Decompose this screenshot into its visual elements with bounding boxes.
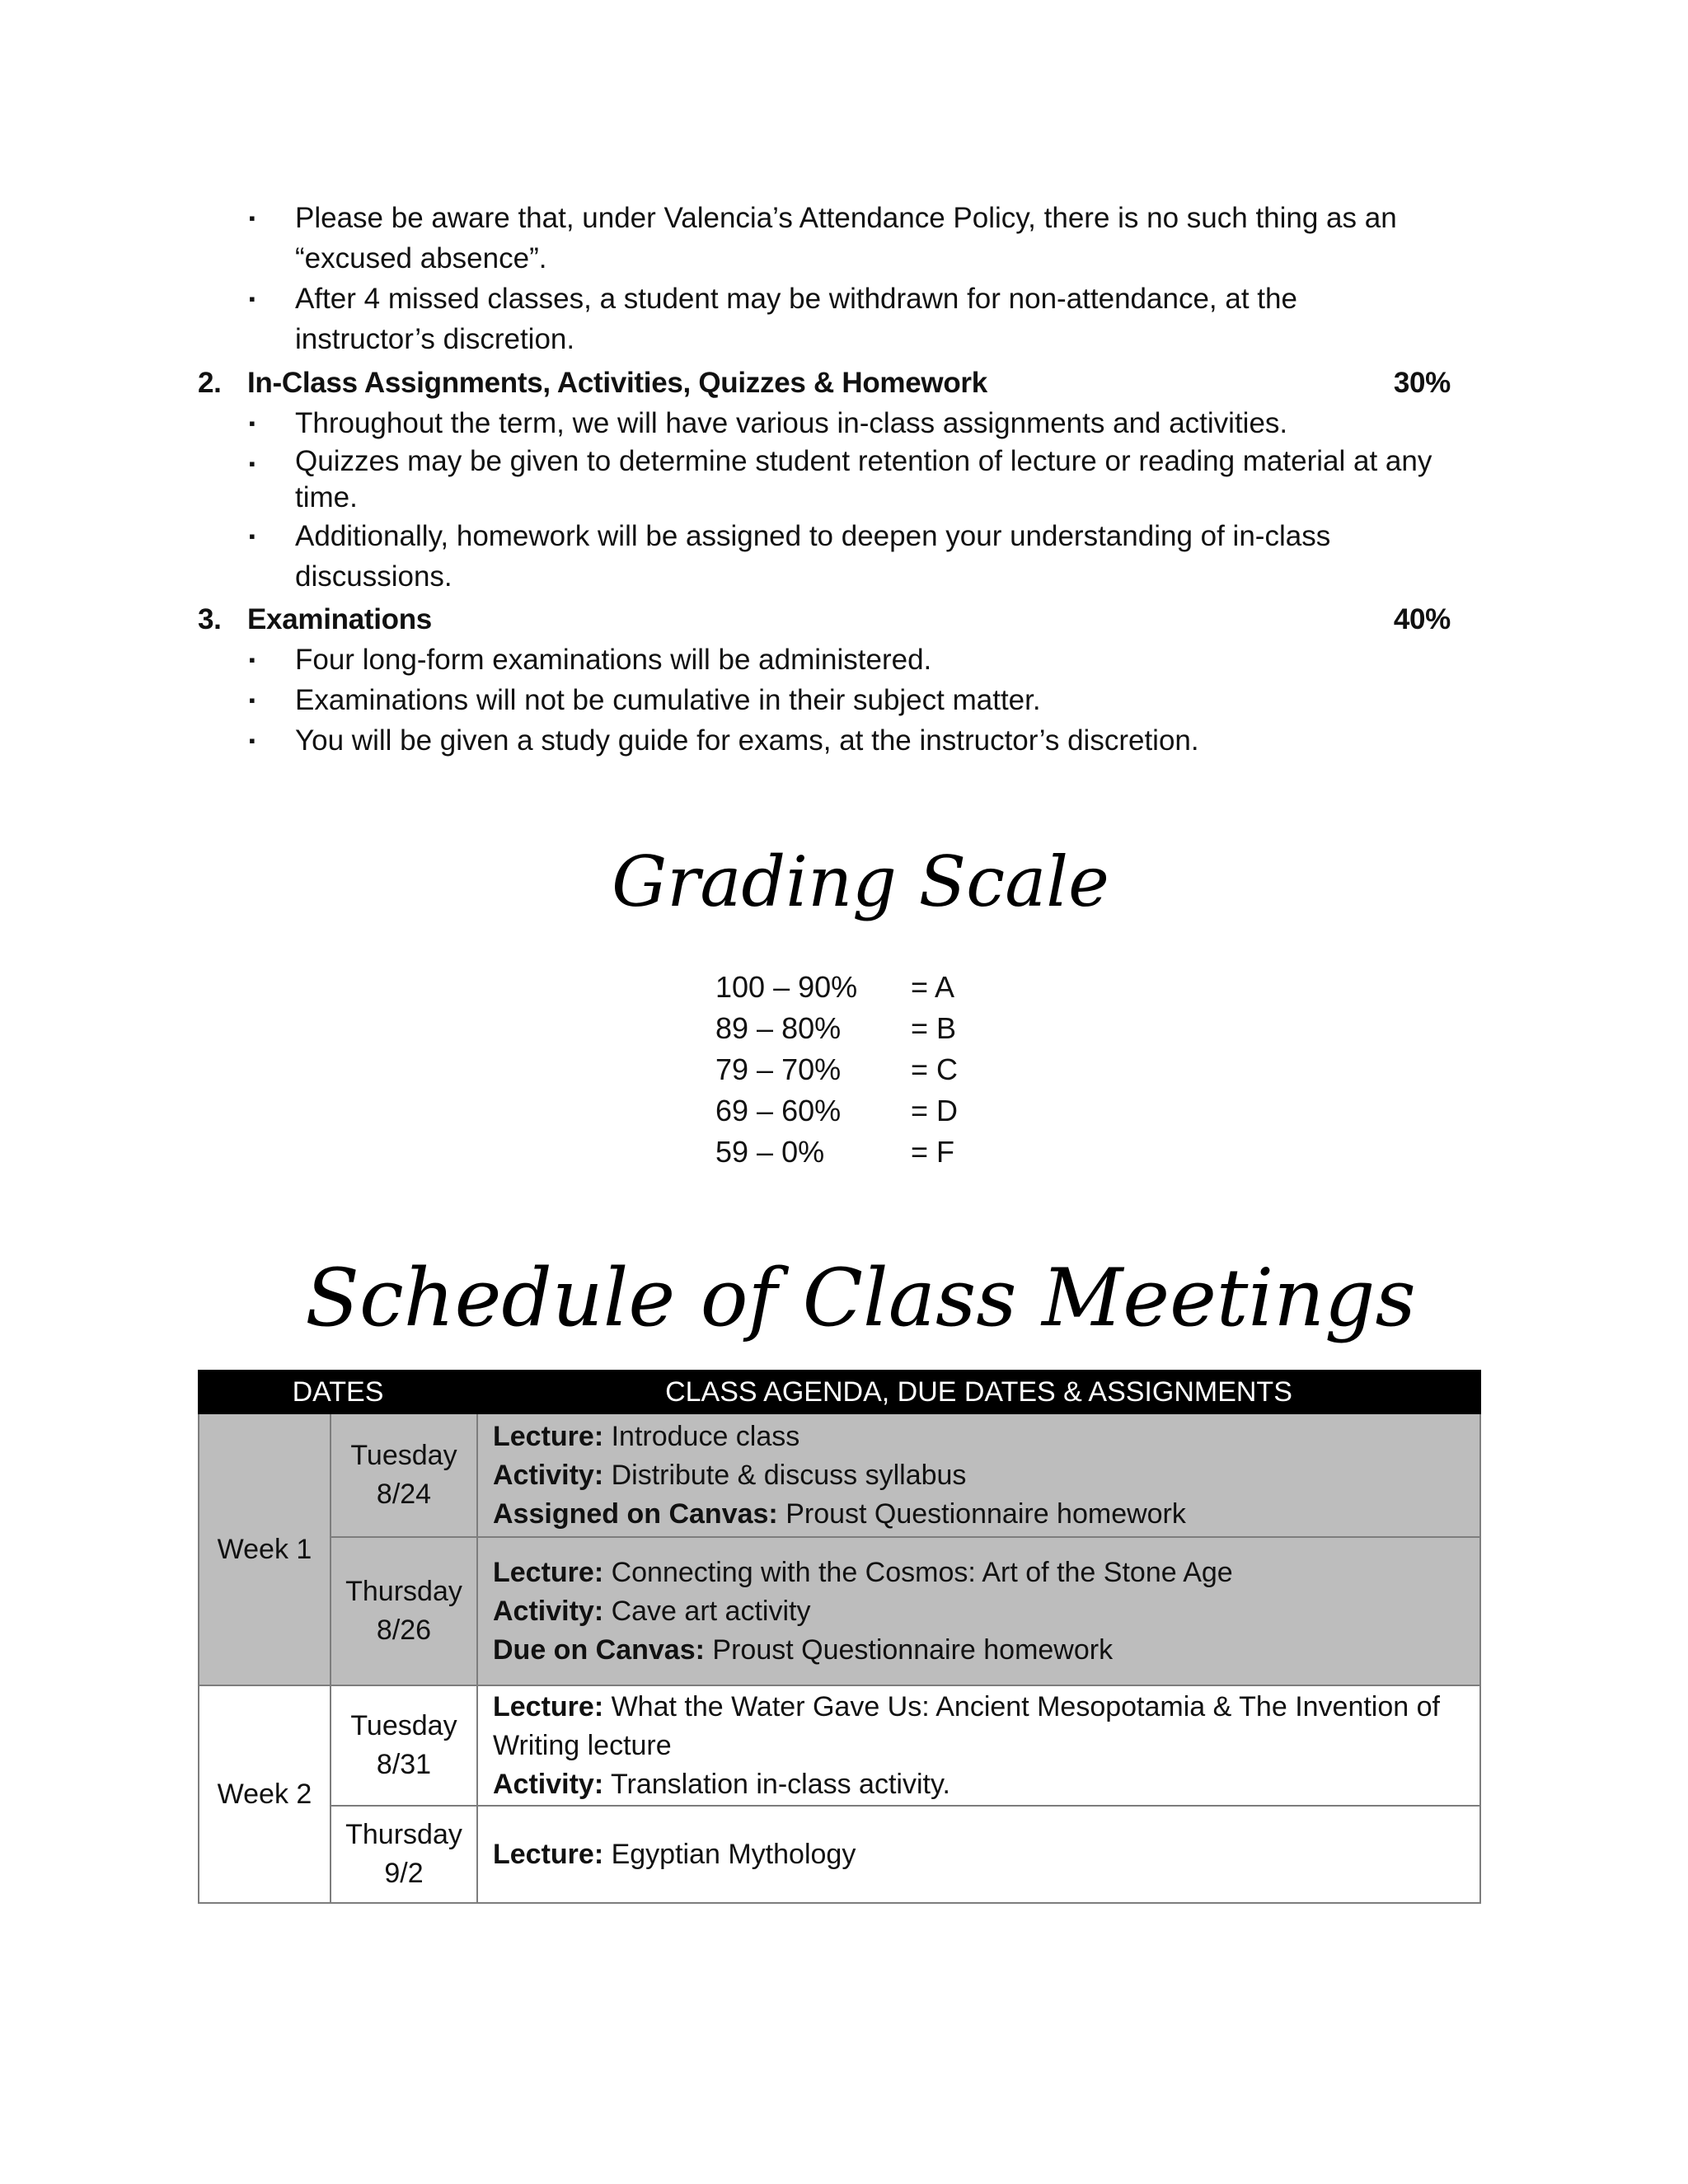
table-row bbox=[199, 1806, 1480, 1903]
grade-row: 79 – 70% = C bbox=[715, 1052, 959, 1086]
table-row bbox=[199, 1413, 1480, 1537]
bullet-item: ▪ Throughout the term, we will have various in-class assignments and activities. bbox=[247, 403, 1467, 443]
section-3-bullet-list bbox=[247, 640, 1467, 761]
day-cell: Tuesday 8/31 bbox=[331, 1685, 477, 1806]
attendance-bullet-list bbox=[247, 198, 1467, 359]
grading-scale-table bbox=[715, 967, 979, 1173]
agenda-item: Assigned on Canvas: Proust Questionnaire homework bbox=[493, 1497, 1186, 1530]
bullet-item: ▪ Examinations will not be cumulative in their subject matter. bbox=[247, 680, 1467, 720]
grading-scale-title: Grading Scale bbox=[612, 841, 1109, 922]
agenda-cell bbox=[477, 1413, 1480, 1537]
agenda-item: Lecture: Introduce class bbox=[493, 1420, 800, 1452]
agenda-item: Activity: Distribute & discuss syllabus bbox=[493, 1459, 967, 1491]
agenda-cell bbox=[477, 1806, 1480, 1903]
section-2-title: In-Class Assignments, Activities, Quizzes & Homework bbox=[247, 367, 987, 399]
agenda-item: Activity: Cave art activity bbox=[493, 1595, 811, 1627]
bullet-item: ▪ Please be aware that, under Valencia’s Attendance Policy, there is no such thing as an “excused absence”. bbox=[247, 198, 1467, 279]
section-3-percent: 40% bbox=[1393, 603, 1451, 635]
dates-header: DATES bbox=[199, 1371, 477, 1413]
bullet-item: ▪ You will be given a study guide for exams, at the instructor’s discretion. bbox=[247, 720, 1467, 761]
week-label: Week 1 bbox=[199, 1413, 331, 1685]
agenda-item: Activity: Translation in-class activity. bbox=[493, 1768, 950, 1800]
agenda-item: Lecture: Connecting with the Cosmos: Art of the Stone Age bbox=[493, 1556, 1233, 1588]
bullet-item: ▪ Quizzes may be given to determine student retention of lecture or reading material at any time. bbox=[249, 445, 1432, 513]
day-cell: Thursday 8/26 bbox=[331, 1537, 477, 1685]
section-2-bullet-list bbox=[247, 403, 1467, 597]
agenda-item: Lecture: Egyptian Mythology bbox=[493, 1838, 856, 1870]
section-3-title: Examinations bbox=[247, 603, 432, 635]
bullet-marker-icon: ▪ bbox=[249, 649, 256, 670]
grade-row: 69 – 60% = D bbox=[715, 1094, 959, 1127]
bullet-marker-icon: ▪ bbox=[249, 288, 256, 309]
agenda-item: Due on Canvas: Proust Questionnaire homework bbox=[493, 1633, 1114, 1666]
grade-row: 89 – 80% = B bbox=[715, 1011, 957, 1045]
bullet-item: ▪ After 4 missed classes, a student may be withdrawn for non-attendance, at the instructor’s discretion. bbox=[247, 279, 1467, 359]
bullet-marker-icon: ▪ bbox=[249, 526, 256, 546]
section-3-heading: 3. Examinations 40% bbox=[198, 599, 1451, 640]
bullet-marker-icon: ▪ bbox=[249, 413, 256, 434]
bullet-marker-icon: ▪ bbox=[249, 208, 256, 228]
bullet-marker-icon: ▪ bbox=[249, 730, 256, 751]
agenda-item: Lecture: What the Water Gave Us: Ancient Mesopotamia & The Invention of Writing lecture bbox=[493, 1690, 1440, 1761]
bullet-item: ▪ Additionally, homework will be assigned to deepen your understanding of in-class discussions. bbox=[247, 516, 1467, 597]
day-cell: Thursday 9/2 bbox=[331, 1806, 477, 1903]
schedule-header-row bbox=[199, 1371, 1480, 1413]
table-row bbox=[199, 1537, 1480, 1685]
bullet-item: ▪ Four long-form examinations will be administered. bbox=[247, 640, 1467, 680]
schedule-title: Schedule of Class Meetings bbox=[305, 1252, 1416, 1344]
agenda-cell bbox=[477, 1537, 1480, 1685]
table-row bbox=[199, 1685, 1480, 1806]
bullet-marker-icon: ▪ bbox=[249, 453, 256, 474]
bullet-marker-icon: ▪ bbox=[249, 690, 256, 710]
agenda-cell bbox=[477, 1685, 1480, 1806]
grade-row: 59 – 0% = F bbox=[715, 1135, 955, 1169]
agenda-header: CLASS AGENDA, DUE DATES & ASSIGNMENTS bbox=[477, 1371, 1480, 1413]
schedule-table bbox=[198, 1370, 1481, 1904]
section-2-heading: 2. In-Class Assignments, Activities, Quizzes & Homework 30% bbox=[198, 363, 1451, 403]
section-2-percent: 30% bbox=[1393, 367, 1451, 399]
grade-row: 100 – 90% = A bbox=[715, 970, 955, 1004]
day-cell: Tuesday 8/24 bbox=[331, 1413, 477, 1537]
week-label: Week 2 bbox=[199, 1685, 331, 1903]
